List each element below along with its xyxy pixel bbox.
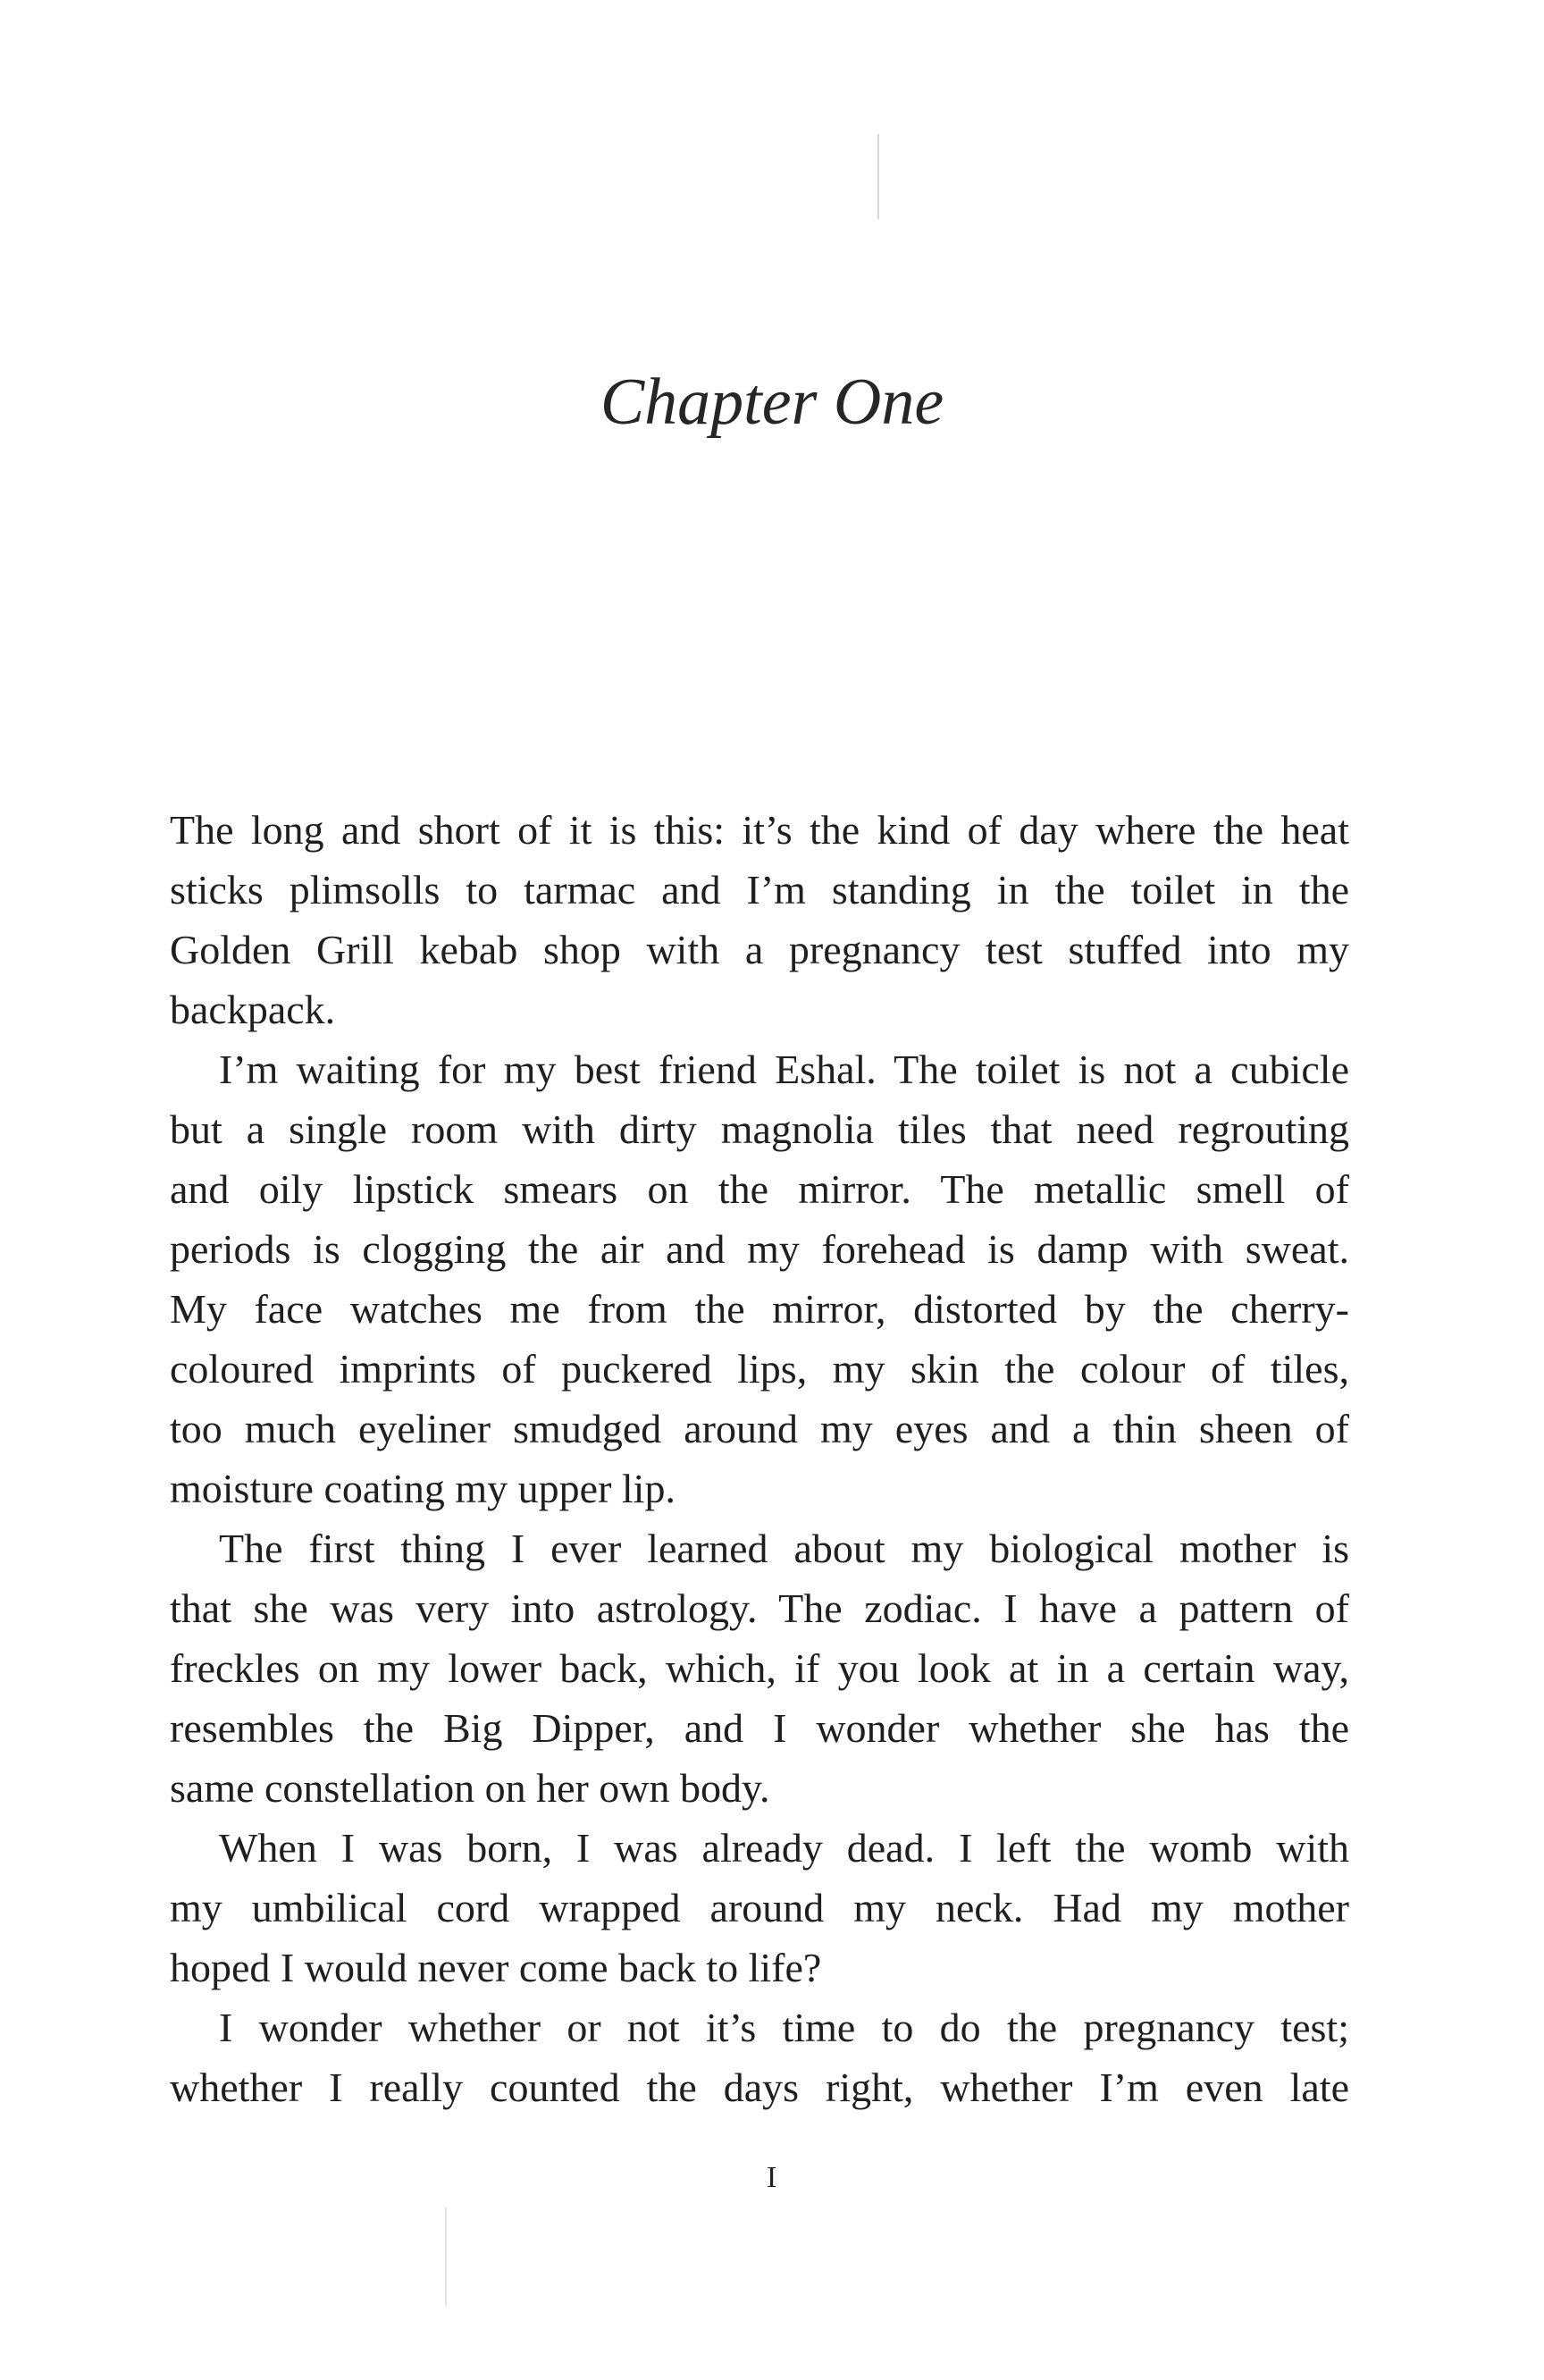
paragraph [170, 1818, 1349, 1997]
paragraph [170, 800, 1349, 1039]
text-line: and oily lipstick smears on the mirror. The metallic smell of [170, 1166, 1349, 1212]
text-line: backpack. [170, 987, 336, 1032]
text-line: The first thing I ever learned about my biological mother is [219, 1526, 1349, 1571]
text-line: but a single room with dirty magnolia tiles that need regrouting [170, 1106, 1349, 1152]
text-line: Golden Grill kebab shop with a pregnancy test stuffed into my [170, 927, 1349, 972]
text-line: too much eyeliner smudged around my eyes and a thin sheen of [170, 1406, 1349, 1451]
paragraph [170, 1518, 1349, 1818]
text-line: My face watches me from the mirror, distorted by the cherry- [170, 1286, 1349, 1332]
text-line: that she was very into astrology. The zodiac. I have a pattern of [170, 1585, 1349, 1631]
text-line: I’m waiting for my best friend Eshal. The toilet is not a cubicle [219, 1047, 1349, 1092]
scan-artifact-line [445, 2208, 447, 2306]
scan-artifact-line [877, 134, 879, 219]
text-line: my umbilical cord wrapped around my neck. Had my mother [170, 1885, 1349, 1930]
text-line: hoped I would never come back to life? [170, 1945, 822, 1990]
page-number: I [766, 2161, 778, 2194]
text-line: When I was born, I was already dead. I left the womb with [219, 1825, 1349, 1871]
paragraph [170, 1039, 1349, 1518]
text-line: whether I really counted the days right, whether I’m even late [170, 2065, 1349, 2110]
text-line: moisture coating my upper lip. [170, 1466, 676, 1511]
chapter-title: Chapter One [600, 366, 944, 439]
text-line: same constellation on her own body. [170, 1765, 770, 1811]
text-line: periods is clogging the air and my forehead is damp with sweat. [170, 1226, 1349, 1272]
text-line: I wonder whether or not it’s time to do the pregnancy test; [219, 2005, 1349, 2050]
text-line: The long and short of it is this: it’s the kind of day where the heat [170, 807, 1349, 853]
paragraph [170, 1997, 1349, 2117]
text-line: resembles the Big Dipper, and I wonder whether she has the [170, 1705, 1349, 1751]
body-text [170, 800, 1349, 2117]
text-line: coloured imprints of puckered lips, my skin the colour of tiles, [170, 1346, 1349, 1392]
text-line: sticks plimsolls to tarmac and I’m standing in the toilet in the [170, 867, 1349, 912]
text-line: freckles on my lower back, which, if you look at in a certain way, [170, 1645, 1349, 1691]
